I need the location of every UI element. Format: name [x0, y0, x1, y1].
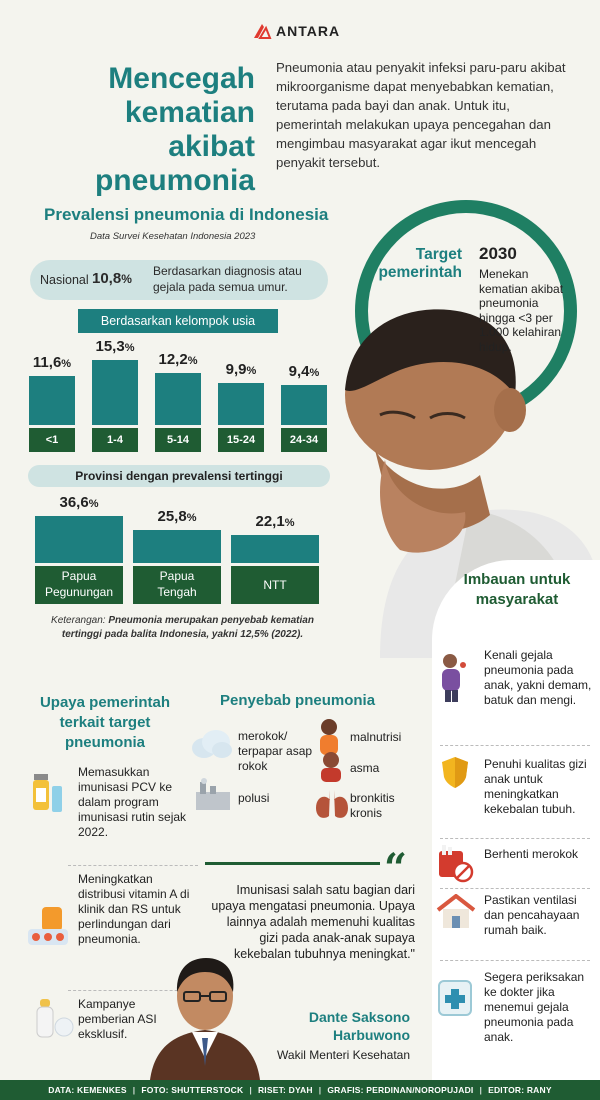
page-title: Mencegah kematian akibat pneumonia: [94, 62, 255, 197]
note: Keterangan: Pneumonia merupakan penyebab kematian tertinggi pada balita Indonesia, yakni 12,5% (2022).: [51, 615, 314, 640]
age-bar-value: 12,2%: [158, 351, 198, 369]
target-description: Menekan kematian akibat pneumonia hingga <3 per 1.000 kelahiran hidup.: [479, 267, 564, 354]
imbauan-text-2: Penuhi kualitas gizi anak untuk meningkatkan kekebalan tubuh.: [484, 757, 587, 816]
upaya-text-2: Meningkatkan distribusi vitamin A di klinik dan RS untuk perlindungan dari pneumonia.: [78, 872, 190, 946]
province-bar-label: [35, 566, 123, 604]
age-bar-value: 9,4%: [288, 363, 320, 381]
imbauan-text-3: Berhenti merokok: [484, 847, 579, 861]
antara-logo: [252, 22, 340, 40]
penyebab-text-5: bronkitis kronis: [350, 791, 395, 820]
province-label-line: Papua: [159, 569, 195, 583]
age-bar: [218, 383, 264, 425]
target-year: 2030: [479, 244, 517, 263]
province-bar-value: 22,1%: [255, 512, 295, 530]
upaya-title: Upaya pemerintah terkait target pneumonia: [39, 694, 171, 751]
smoke-cloud-icon: [190, 728, 234, 760]
age-bar-value: 9,9%: [225, 360, 257, 378]
province-bar: [133, 530, 221, 563]
sick-person-icon: [436, 652, 474, 702]
credit-graphics: GRAFIS: PERDINAN/NOROPUJADI: [327, 1085, 474, 1095]
imbauan-title: Imbauan untuk masyarakat: [463, 571, 571, 608]
province-label-line: Papua: [61, 569, 97, 583]
prevalence-source: Data Survei Kesehatan Indonesia 2023: [90, 231, 256, 242]
baby-bottle-icon: [28, 995, 74, 1045]
factory-icon: [192, 778, 236, 812]
national-value: 10,8%: [92, 270, 132, 287]
age-bar: [92, 360, 138, 425]
target-title: Target pemerintah: [378, 246, 462, 281]
imbauan-text-1: Kenali gejala pneumonia pada anak, yakni demam, batuk dan mengi.: [484, 648, 592, 707]
province-label-line: Tengah: [157, 585, 197, 599]
national-label: Nasional: [40, 273, 89, 287]
age-bar-label: 1-4: [92, 428, 138, 452]
age-bar: [29, 376, 75, 425]
age-bar-value: 15,3%: [95, 338, 135, 355]
shield-icon: [440, 755, 470, 789]
age-bar-label: 24-34: [281, 428, 327, 452]
age-chart-heading: Berdasarkan kelompok usia: [78, 309, 278, 333]
age-bar-label: <1: [29, 428, 75, 452]
national-description: Berdasarkan diagnosis atau gejala pada semua umur.: [153, 264, 302, 294]
quote-rule: [205, 862, 380, 865]
brand-name: ANTARA: [276, 23, 341, 39]
penyebab-text-1: merokok/ terpapar asap rokok: [238, 729, 313, 773]
imbauan-text-4: Pastikan ventilasi dan pencahayaan rumah baik.: [484, 893, 580, 937]
upaya-text-3: Kampanye pemberian ASI eksklusif.: [78, 997, 157, 1041]
asthma-icon: [316, 750, 346, 784]
divider: [68, 865, 198, 866]
province-bar-value: 25,8%: [157, 507, 197, 525]
province-bar-label: [133, 566, 221, 604]
age-bar-value: 11,6%: [32, 353, 72, 371]
age-bar-label: 15-24: [218, 428, 264, 452]
antara-logo-icon: [252, 22, 272, 40]
quote-text: Imunisasi salah satu bagian dari upaya mengatasi pneumonia. Upaya lainnya adalah memenuhi kualitas gizi pada anak-anak supaya kekebalan tubuhnya meningkat.": [211, 883, 415, 961]
age-bar-label: 5-14: [155, 428, 201, 452]
vaccine-icon: [28, 770, 68, 818]
credit-research: RISET: DYAH: [257, 1085, 313, 1095]
upaya-text-1: Memasukkan imunisasi PCV ke dalam program imunisasi rutin sejak 2022.: [78, 765, 187, 839]
intro-text: Pneumonia atau penyakit infeksi paru-paru akibat mikroorganisme dapat menyebabkan kematian, terutama pada bayi dan anak. Untuk itu, pemerintah melakukan upaya pencegahan dan mengimbau masyarakat agar ikut mencegah penyakit tersebut.: [276, 60, 566, 170]
divider: [440, 888, 590, 889]
divider: [440, 960, 590, 961]
province-bar-value: 36,6%: [59, 494, 99, 511]
province-label-line: NTT: [263, 578, 287, 592]
province-label-line: Pegunungan: [44, 585, 114, 599]
province-chart-heading: Provinsi dengan prevalensi tertinggi: [28, 465, 330, 487]
age-bar: [155, 373, 201, 425]
credit-data: DATA: KEMENKES: [48, 1085, 127, 1095]
province-bar: [35, 516, 123, 563]
lungs-icon: [312, 786, 352, 822]
house-icon: [436, 894, 476, 930]
penyebab-title: Penyebab pneumonia: [220, 692, 376, 709]
quote-speaker-role: Wakil Menteri Kesehatan: [277, 1048, 410, 1062]
credit-photo: FOTO: SHUTTERSTOCK: [141, 1085, 244, 1095]
penyebab-text-4: polusi: [238, 791, 270, 805]
divider: [440, 838, 590, 839]
vitamin-icon: [26, 905, 72, 949]
province-bar-label: [231, 566, 319, 604]
penyebab-text-2: malnutrisi: [350, 730, 402, 744]
no-smoking-icon: [436, 843, 474, 883]
province-bar: [231, 535, 319, 563]
divider: [440, 745, 590, 746]
imbauan-text-5: Segera periksakan ke dokter jika menemui gejala pneumonia pada anak.: [484, 970, 585, 1044]
credits-footer: DATA: KEMENKES | FOTO: SHUTTERSTOCK | RISET: DYAH | GRAFIS: PERDINAN/NOROPUJADI | EDITOR: RANY: [0, 1080, 600, 1100]
quote-speaker-name: Dante Saksono Harbuwono: [308, 1009, 410, 1043]
penyebab-text-3: asma: [350, 761, 380, 775]
quote-mark-icon: “: [384, 845, 408, 892]
first-aid-icon: [436, 975, 476, 1019]
prevalence-title: Prevalensi pneumonia di Indonesia: [44, 205, 329, 224]
credit-editor: EDITOR: RANY: [488, 1085, 552, 1095]
